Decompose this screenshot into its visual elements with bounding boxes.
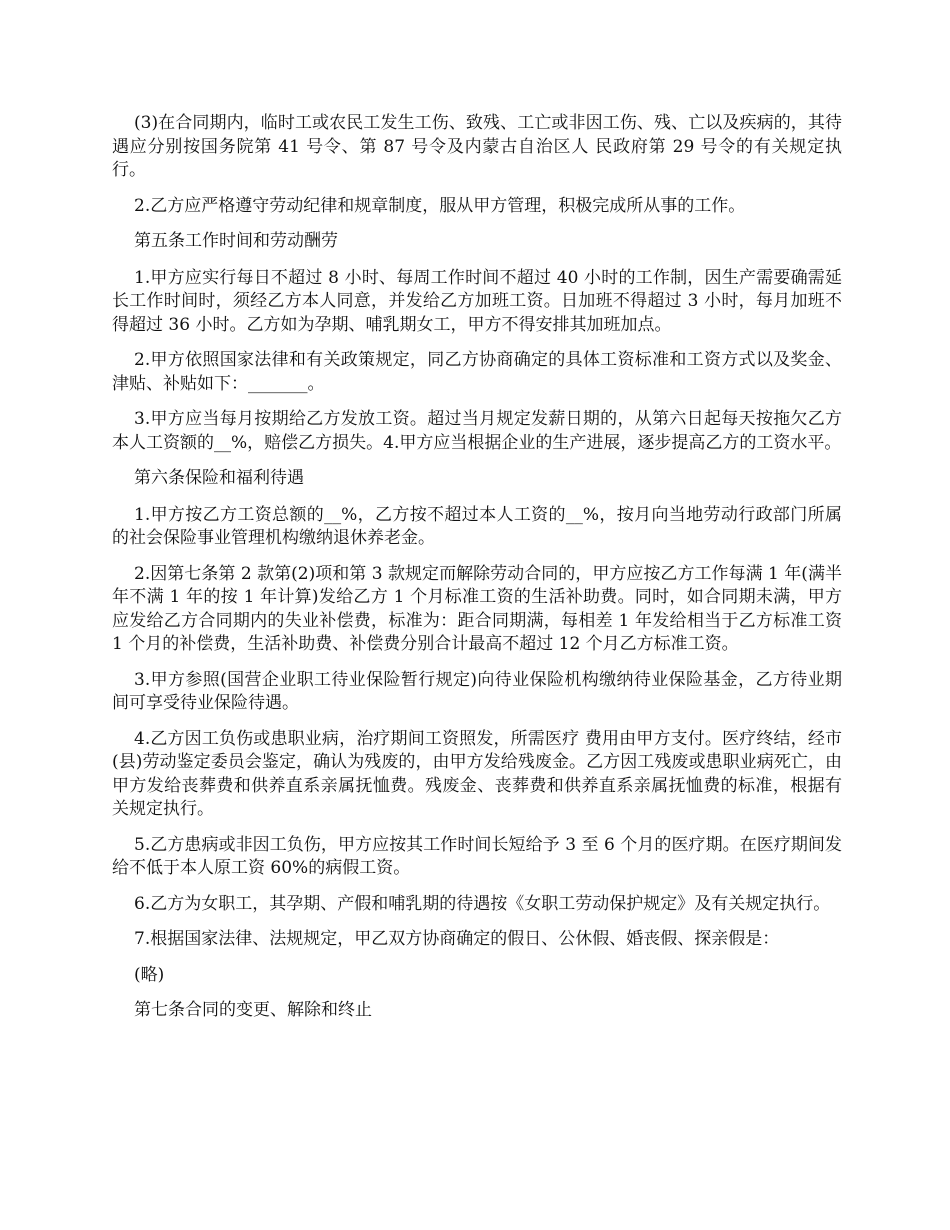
paragraph-working-hours: 1.甲方应实行每日不超过 8 小时、每周工作时间不超过 40 小时的工作制，因生产需要确需延长工作时间时，须经乙方本人同意，并发给乙方加班工资。日加班不得超过 3 小时，每月加班不得超过 36 小时。乙方如为孕期、哺乳期女工，甲方不得安排其加班加点。 (112, 267, 842, 335)
paragraph-labor-discipline: 2.乙方应严格遵守劳动纪律和规章制度，服从甲方管理，积极完成所从事的工作。 (134, 195, 746, 216)
article-6-heading: 第六条保险和福利待遇 (134, 468, 304, 488)
paragraph-unemployment-insurance: 3.甲方参照(国营企业职工待业保险暂行规定)向待业保险机构缴纳待业保险基金，乙方待业期间可享受待业保险待遇。 (112, 669, 842, 713)
paragraph-pension: 1.甲方按乙方工资总额的__%，乙方按不超过本人工资的__%，按月向当地劳动行政部门所属的社会保险事业管理机构缴纳退休养老金。 (112, 504, 842, 548)
paragraph-occupational-injury: 4.乙方因工负伤或患职业病，治疗期间工资照发，所需医疗 费用由甲方支付。医疗终结，经市(县)劳动鉴定委员会鉴定，确认为残废的，由甲方发给残废金。乙方因工残废或患职业病死亡，由甲方发给丧葬费和供养直系亲属抚恤费。残废金、丧葬费和供养直系亲属抚恤费的标准，根据有关规定执行。 (112, 728, 842, 819)
paragraph-omitted: (略) (134, 964, 165, 985)
paragraph-injury-benefits: (3)在合同期内，临时工或农民工发生工伤、致残、工亡或非因工伤、残、亡以及疾病的，其待遇应分别按国务院第 41 号令、第 87 号令及内蒙古自治区人 民政府第 29 号令的有关规定执行。 (112, 113, 842, 180)
paragraph-wage-standard: 2.甲方依照国家法律和有关政策规定，同乙方协商确定的具体工资标准和工资方式以及奖金、津贴、补贴如下：_______。 (112, 350, 842, 394)
document-body (112, 112, 842, 1036)
paragraph-wage-payment: 3.甲方应当每月按期给乙方发放工资。超过当月规定发薪日期的，从第六日起每天按拖欠乙方本人工资额的__%，赔偿乙方损失。4.甲方应当根据企业的生产进展，逐步提高乙方的工资水平。 (112, 409, 842, 453)
paragraph-sick-leave: 5.乙方患病或非因工负伤，甲方应按其工作时间长短给予 3 至 6 个月的医疗期。在医疗期间发给不低于本人原工资 60%的病假工资。 (112, 834, 842, 878)
paragraph-holidays: 7.根据国家法律、法规规定，甲乙双方协商确定的假日、公休假、婚丧假、探亲假是： (134, 929, 780, 949)
paragraph-female-workers: 6.乙方为女职工，其孕期、产假和哺乳期的待遇按《女职工劳动保护规定》及有关规定执行。 (134, 893, 831, 914)
paragraph-termination-compensation: 2.因第七条第 2 款第(2)项和第 3 款规定而解除劳动合同的，甲方应按乙方工作每满 1 年(满半年不满 1 年的按 1 年计算)发给乙方 1 个月标准工资的生活补助费。同时，如合同期未满，甲方应发给乙方合同期内的失业补偿费，标准为：距合同期满，每相差 1 年发给相当于乙方标准工资 1 个月的补偿费，生活补助费、补偿费分别合计最高不超过 12 个月乙方标准工资。 (112, 563, 842, 654)
article-5-heading: 第五条工作时间和劳动酬劳 (134, 231, 338, 251)
article-7-heading: 第七条合同的变更、解除和终止 (134, 1000, 372, 1020)
